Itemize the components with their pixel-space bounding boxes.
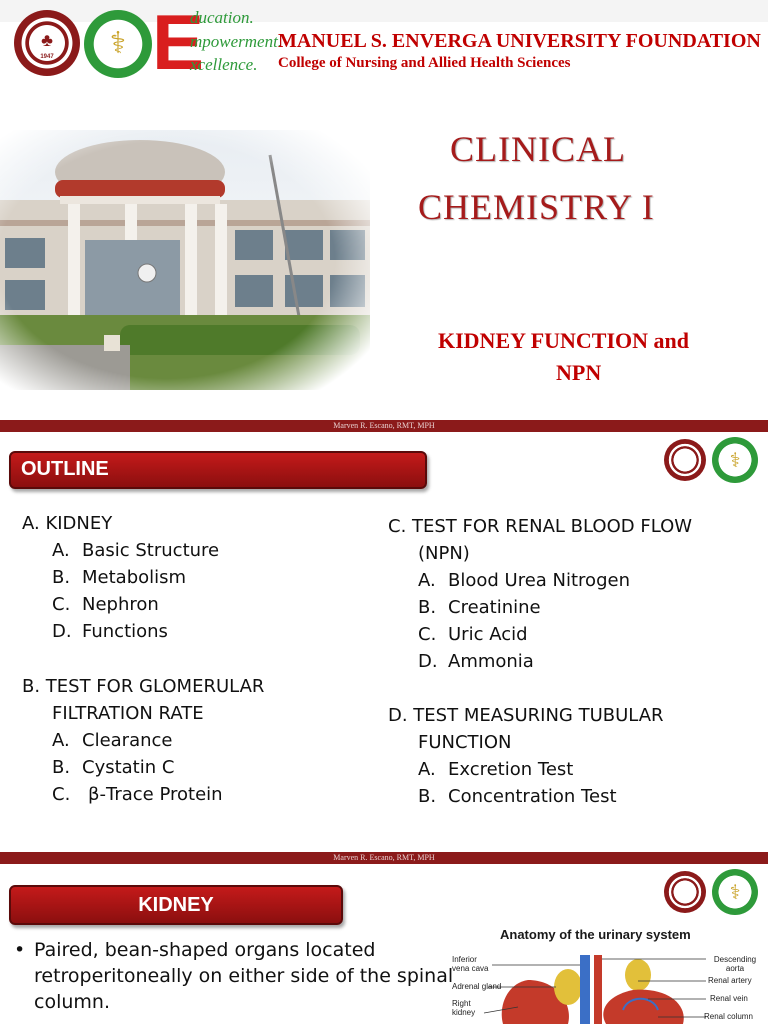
outline-a-item-label: D. — [52, 621, 72, 642]
figure-title: Anatomy of the urinary system — [500, 927, 691, 942]
outline-university-seal — [664, 439, 706, 481]
outline-c-item-text: Creatinine — [448, 597, 541, 618]
outline-c-item-text: Uric Acid — [448, 624, 528, 645]
kidney-bullet-line3: column. — [34, 991, 110, 1013]
kidney-anatomy-illustration — [448, 925, 764, 1024]
campus-building-photo — [0, 130, 370, 390]
outline-a-item-text: Nephron — [82, 594, 159, 615]
seal-palm-icon: ♣ — [41, 30, 53, 50]
bullet-dot: • — [14, 939, 26, 961]
label-renal-artery: Renal artery — [708, 976, 752, 985]
slide-title-line2: CHEMISTRY I — [418, 187, 655, 227]
outline-section-b-head-line2: FILTRATION RATE — [52, 703, 204, 724]
university-name: MANUEL S. ENVERGA UNIVERSITY FOUNDATION — [278, 30, 761, 52]
outline-c-item-label: C. — [418, 624, 437, 645]
slide-title-line1: CLINICAL — [450, 129, 626, 169]
outline-section-a-head: A. KIDNEY — [22, 513, 113, 534]
tagline-big-e: E — [152, 0, 205, 86]
outline-caduceus-icon: ⚕ — [729, 448, 741, 472]
college-seal-logo — [84, 10, 152, 78]
kidney-caduceus-icon: ⚕ — [729, 880, 741, 904]
outline-header-text: OUTLINE — [21, 458, 109, 480]
college-name: College of Nursing and Allied Health Sciences — [278, 55, 571, 71]
outline-section-c-head-line1: C. TEST FOR RENAL BLOOD FLOW — [388, 516, 693, 537]
urinary-anatomy-figure — [448, 925, 764, 1024]
label-renal-vein: Renal vein — [710, 994, 748, 1003]
university-seal-logo — [14, 10, 80, 76]
label-right-kidney: Right kidney — [452, 999, 476, 1017]
kidney-header-bar — [9, 885, 343, 925]
slide-subtitle-line1: KIDNEY FUNCTION and — [438, 328, 690, 353]
outline-b-item-text: β-Trace Protein — [88, 784, 223, 805]
label-renal-column: Renal column — [704, 1012, 753, 1021]
outline-a-item-text: Basic Structure — [82, 540, 220, 561]
label-adrenal-gland: Adrenal gland — [452, 982, 502, 991]
outline-a-item-label: C. — [52, 594, 71, 615]
outline-b-item-label: B. — [52, 757, 71, 778]
kidney-header-text: KIDNEY — [138, 894, 214, 916]
outline-d-item-label: B. — [418, 786, 437, 807]
outline-slide — [0, 433, 768, 851]
tagline-empowerment: mpowerment. — [190, 32, 283, 51]
kidney-university-seal — [664, 871, 706, 913]
campus-building-illustration — [0, 130, 370, 390]
tagline-excellence: xcellence. — [190, 55, 258, 74]
outline-c-item-label: D. — [418, 651, 438, 672]
label-inferior-vena-cava: Inferior vena cava — [452, 955, 489, 973]
outline-d-item-text: Concentration Test — [448, 786, 617, 807]
slide-subtitle-line2: NPN — [556, 360, 602, 385]
title-slide — [0, 0, 768, 420]
seal-year-text: 1947 — [40, 54, 54, 60]
outline-b-item-text: Clearance — [82, 730, 173, 751]
outline-c-item-label: A. — [418, 570, 436, 591]
kidney-bullet-line2: retroperitoneally on either side of the spinal — [34, 965, 454, 987]
outline-section-d-head-line2: FUNCTION — [418, 732, 512, 753]
outline-d-item-label: A. — [418, 759, 436, 780]
outline-college-seal — [712, 437, 758, 483]
outline-a-item-label: B. — [52, 567, 71, 588]
outline-section-c-head-line2: (NPN) — [418, 543, 470, 564]
outline-header-bar — [9, 451, 427, 489]
slide2-footer: Marven R. Escano, RMT, MPH — [0, 852, 768, 864]
kidney-college-seal — [712, 869, 758, 915]
outline-section-b-head-line1: B. TEST FOR GLOMERULAR — [22, 676, 265, 697]
slide1-footer: Marven R. Escano, RMT, MPH — [0, 420, 768, 432]
outline-a-item-text: Functions — [82, 621, 168, 642]
outline-d-item-text: Excretion Test — [448, 759, 574, 780]
caduceus-icon: ⚕ — [109, 26, 127, 61]
label-descending-aorta: Descending aorta — [713, 955, 757, 973]
tagline-education: ducation. — [190, 8, 254, 27]
outline-b-item-text: Cystatin C — [82, 757, 175, 778]
outline-c-item-label: B. — [418, 597, 437, 618]
outline-a-item-text: Metabolism — [82, 567, 187, 588]
outline-c-item-text: Ammonia — [448, 651, 534, 672]
kidney-bullet-line1: Paired, bean-shaped organs located — [34, 939, 376, 961]
outline-a-item-label: A. — [52, 540, 70, 561]
outline-c-item-text: Blood Urea Nitrogen — [448, 570, 630, 591]
outline-section-d-head-line1: D. TEST MEASURING TUBULAR — [388, 705, 664, 726]
outline-b-item-label: A. — [52, 730, 70, 751]
outline-b-item-label: C. — [52, 784, 71, 805]
kidney-slide — [0, 865, 768, 1024]
